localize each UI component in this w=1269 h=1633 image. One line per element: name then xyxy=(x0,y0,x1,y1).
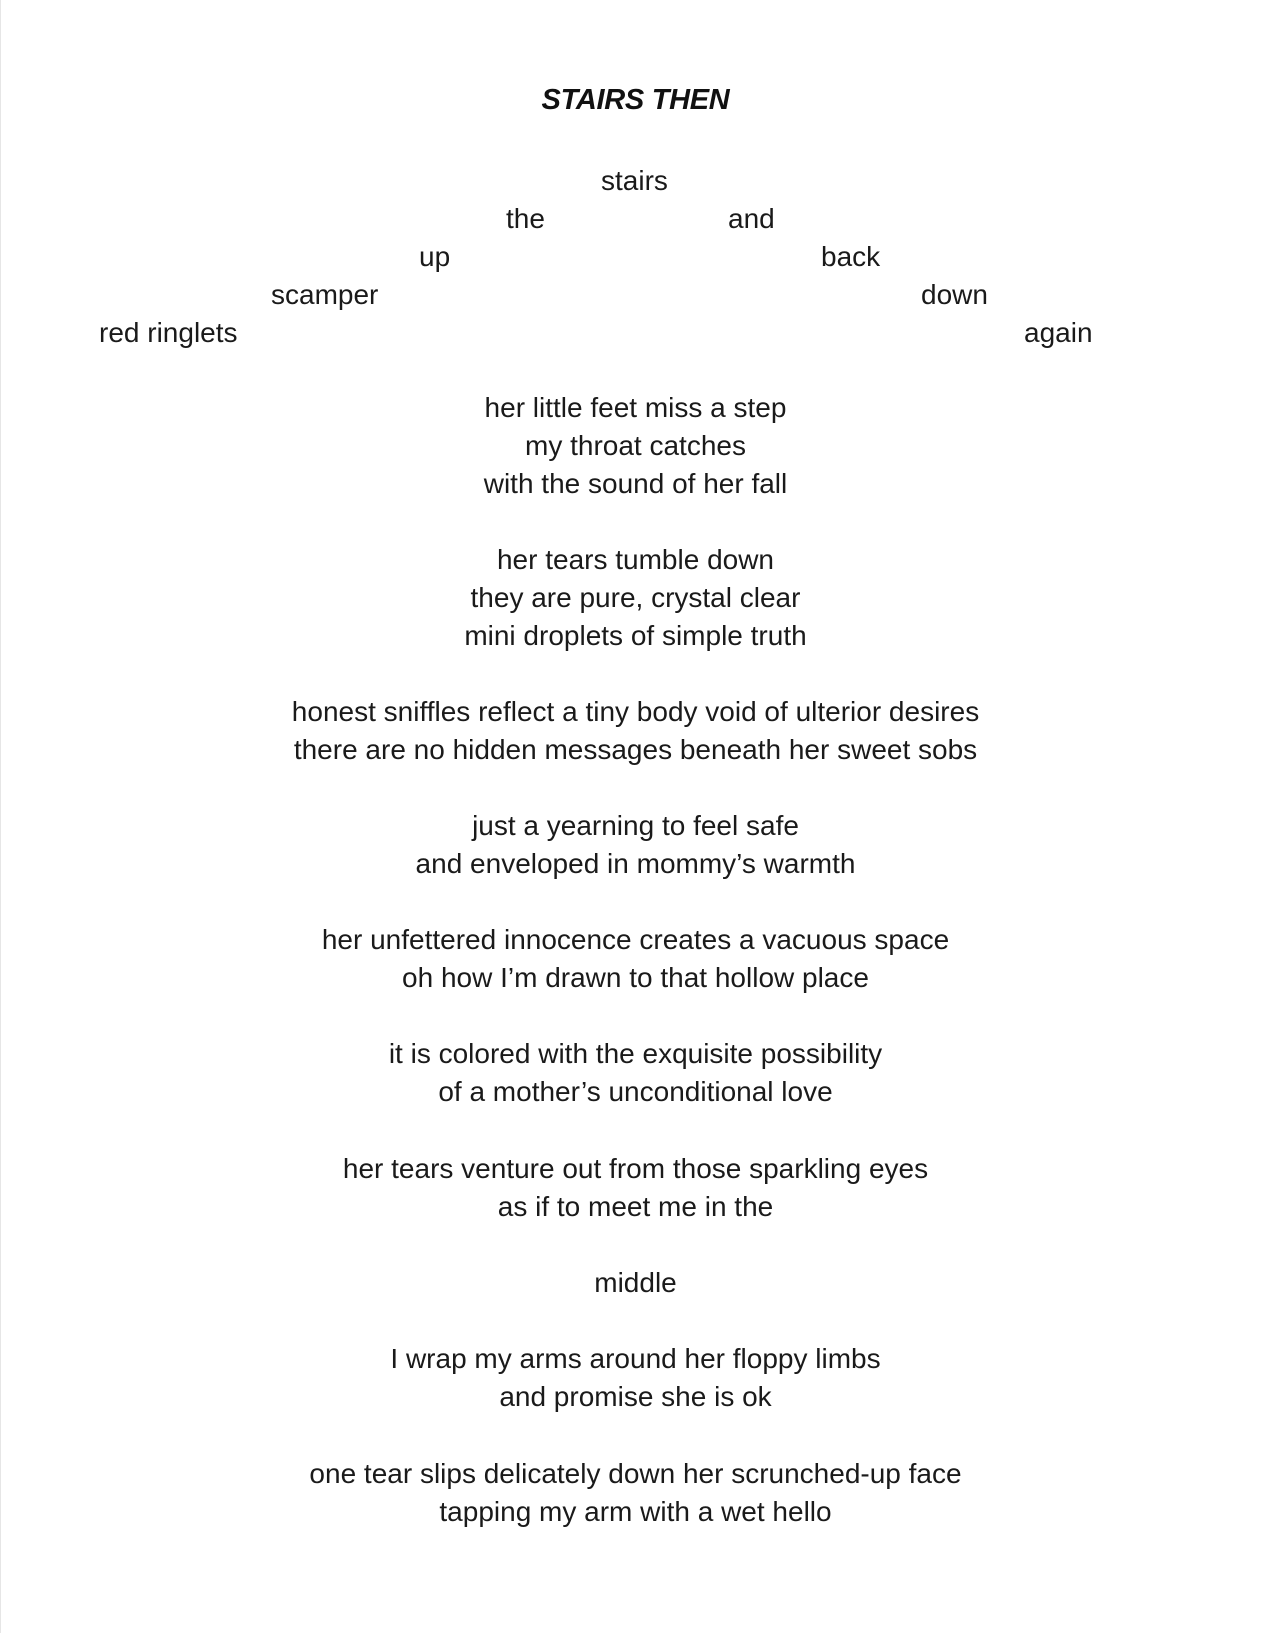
poem-line: tapping my arm with a wet hello xyxy=(439,1496,832,1527)
stanza xyxy=(1,1150,1269,1226)
stair-word-and: and xyxy=(728,203,775,234)
stanza xyxy=(1,693,1269,769)
poem-line: her unfettered innocence creates a vacuous space xyxy=(321,924,950,955)
stanza xyxy=(1,1035,1269,1111)
poem-line: her little feet miss a step xyxy=(484,392,787,423)
stanza xyxy=(1,1455,1269,1531)
poem-line: I wrap my arms around her floppy limbs xyxy=(390,1343,881,1374)
poem-line: with the sound of her fall xyxy=(483,468,788,499)
stair-word-the: the xyxy=(506,203,545,234)
poem-line: there are no hidden messages beneath her sweet sobs xyxy=(293,734,978,765)
stanza xyxy=(1,1264,1269,1302)
poem-line: one tear slips delicately down her scrunched-up face xyxy=(309,1458,962,1489)
poem-line: as if to meet me in the xyxy=(497,1191,774,1222)
poem-line: honest sniffles reflect a tiny body void of ulterior desires xyxy=(291,696,980,727)
stair-word-scamper: scamper xyxy=(271,279,379,310)
poem-line: mini droplets of simple truth xyxy=(464,620,807,651)
poem-line: just a yearning to feel safe xyxy=(472,810,799,841)
poem-line: her tears venture out from those sparkling eyes xyxy=(342,1153,929,1184)
stair-word-up: up xyxy=(419,241,451,272)
poem-line: it is colored with the exquisite possibility xyxy=(388,1038,883,1069)
poem-line: my throat catches xyxy=(525,430,746,461)
poem-line: and promise she is ok xyxy=(499,1381,772,1412)
poem-line: they are pure, crystal clear xyxy=(470,582,801,613)
stanza xyxy=(1,389,1269,503)
poem-line: middle xyxy=(594,1267,677,1298)
stair-word-back: back xyxy=(821,241,881,272)
stanza xyxy=(1,541,1269,655)
stanza xyxy=(1,1340,1269,1416)
stair-word-red-ringlets: red ringlets xyxy=(99,317,238,348)
poem-line: and enveloped in mommy’s warmth xyxy=(415,848,856,879)
poem-title: STAIRS THEN xyxy=(541,84,730,116)
poem-line: her tears tumble down xyxy=(496,544,775,575)
stair-word-stairs: stairs xyxy=(601,165,668,196)
stair-word-down: down xyxy=(921,279,988,310)
stanza xyxy=(1,807,1269,883)
stair-word-again: again xyxy=(1024,317,1093,348)
poem-line: of a mother’s unconditional love xyxy=(438,1076,833,1107)
stanza xyxy=(1,921,1269,997)
poem-line: oh how I’m drawn to that hollow place xyxy=(402,962,869,993)
